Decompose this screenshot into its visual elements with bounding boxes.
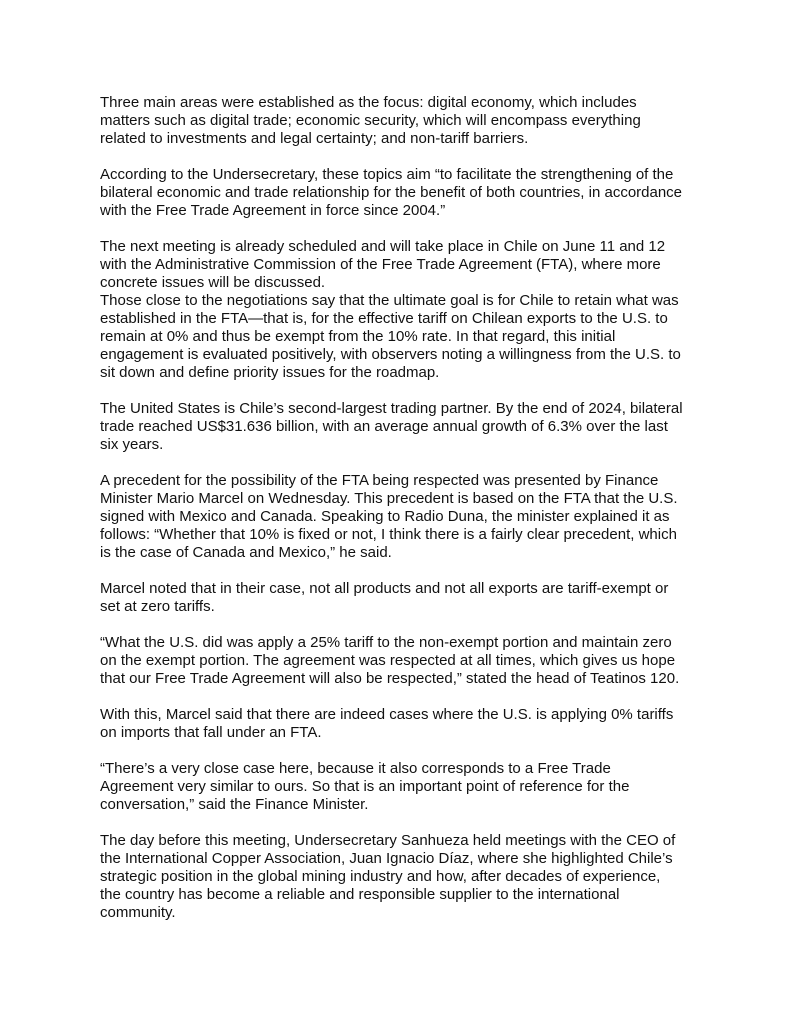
paragraph-next-meeting: The next meeting is already scheduled and will take place in Chile on June 11 and 12 with the Administrative Commission of the Free Trade Agreement (FTA), where more concrete issues will be discussed. bbox=[100, 238, 666, 291]
paragraph-undersecretary-quote: According to the Undersecretary, these topics aim “to facilitate the strengthening of the bilateral economic and trade relationship for the benefit of both countries, in accordance with the Free Trade Agreement in force since 2004.” bbox=[100, 166, 683, 219]
paragraph-close-case-quote: “There’s a very close case here, because it also corresponds to a Free Trade Agreement very similar to ours. So that is an important point of reference for the conversation,” said the Finance Minister. bbox=[100, 760, 630, 813]
paragraph-negotiation-goal: Those close to the negotiations say that the ultimate goal is for Chile to retain what was established in the FTA—that is, for the effective tariff on Chilean exports to the U.S. to remain at 0% and thus be exempt from the 10% rate. In that regard, this initial engagement is evaluated positively, with observers noting a willingness from the U.S. to sit down and define priority issues for the roadmap. bbox=[100, 292, 681, 381]
paragraph-marcel-noted: Marcel noted that in their case, not all products and not all exports are tariff-exempt or set at zero tariffs. bbox=[100, 580, 669, 615]
paragraph-focus-areas: Three main areas were established as the focus: digital economy, which includes matters such as digital trade; economic security, which will encompass everything related to investments and legal certainty; and non-tariff barriers. bbox=[100, 94, 641, 147]
paragraph-precedent: A precedent for the possibility of the FTA being respected was presented by Finance Minister Mario Marcel on Wednesday. This precedent is based on the FTA that the U.S. signed with Mexico and Canada. Speaking to Radio Duna, the minister explained it as follows: “Whether that 10% is fixed or not, I think there is a fairly clear precedent, which is the case of Canada and Mexico,” he said. bbox=[100, 472, 678, 561]
paragraph-us-tariff-quote: “What the U.S. did was apply a 25% tariff to the non-exempt portion and maintain zero on the exempt portion. The agreement was respected at all times, which gives us hope that our Free Trade Agreement will also be respected,” stated the head of Teatinos 120. bbox=[100, 634, 680, 687]
paragraph-zero-tariff-cases: With this, Marcel said that there are indeed cases where the U.S. is applying 0% tariffs on imports that fall under an FTA. bbox=[100, 706, 674, 741]
document-body bbox=[100, 94, 710, 922]
paragraph-copper-association: The day before this meeting, Undersecretary Sanhueza held meetings with the CEO of the International Copper Association, Juan Ignacio Díaz, where she highlighted Chile’s strategic position in the global mining industry and how, after decades of experience, the country has become a reliable and responsible supplier to the international community. bbox=[100, 832, 676, 921]
paragraph-trading-partner: The United States is Chile’s second-largest trading partner. By the end of 2024, bilateral trade reached US$31.636 billion, with an average annual growth of 6.3% over the last six years. bbox=[100, 400, 683, 453]
